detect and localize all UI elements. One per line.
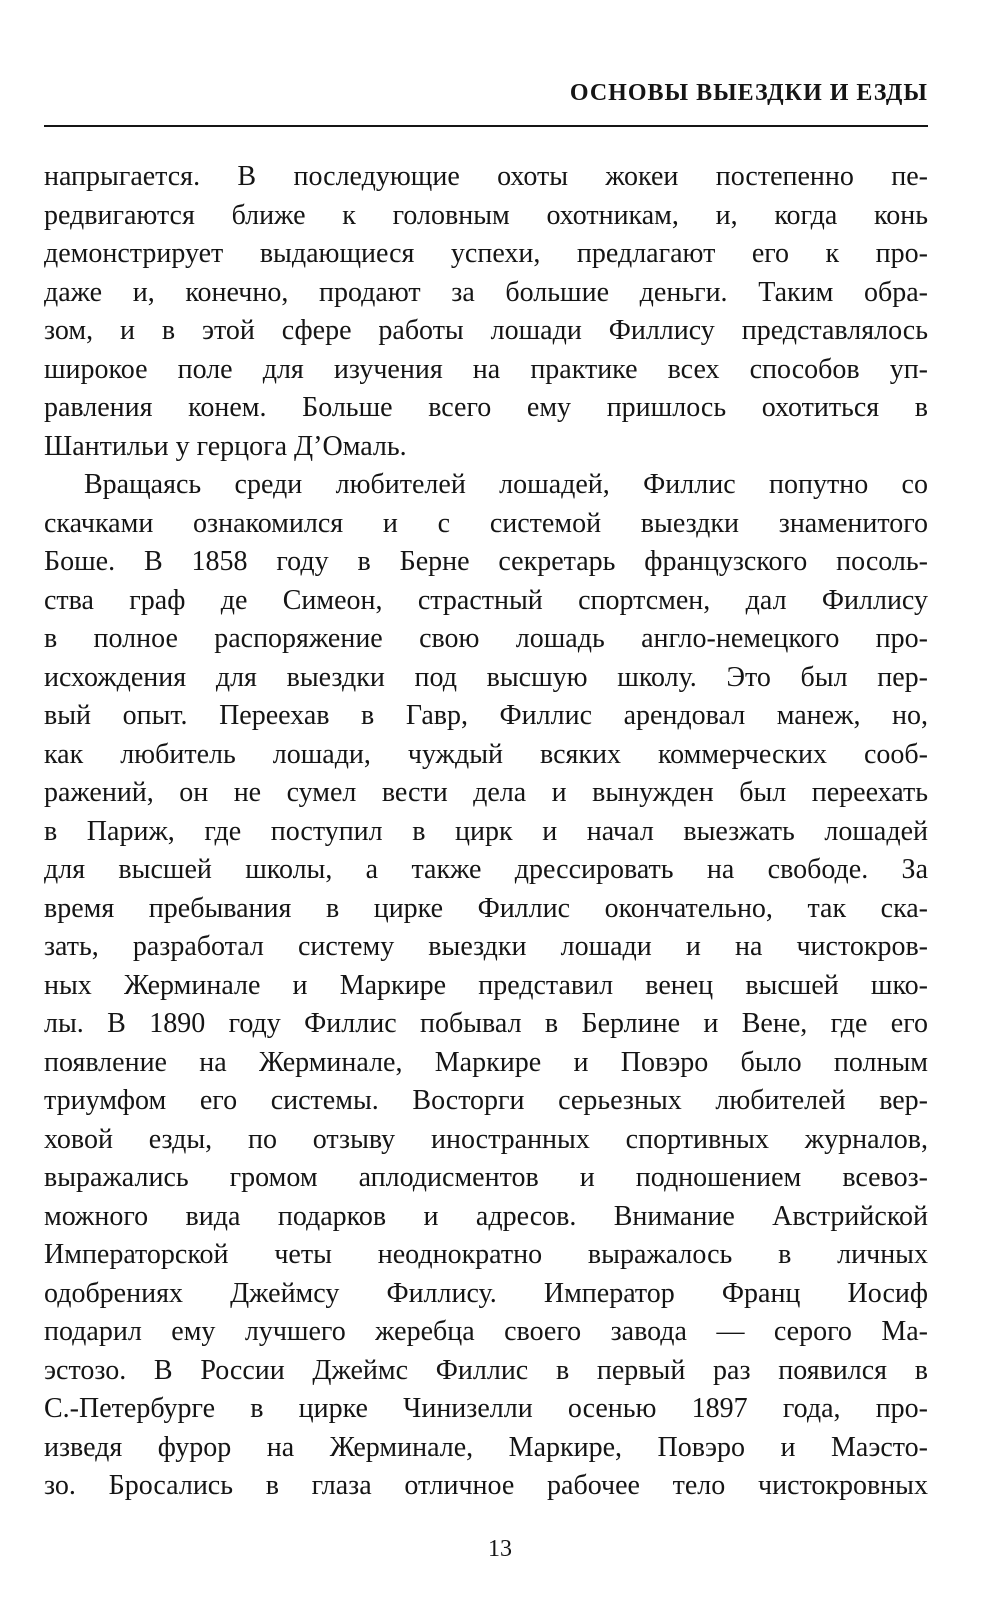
text-line: для высшей школы, а также дрессировать на свободе. За <box>44 854 928 885</box>
text-line: исхождения для выездки под высшую школу. Это был пер- <box>44 661 928 693</box>
text-line: в полное распоряжение свою лошадь англо-немецкого про- <box>44 623 928 654</box>
text-line: зом, и в этой сфере работы лошади Филлису представлялось <box>44 315 928 346</box>
text-line: зать, разработал систему выездки лошади и на чистокров- <box>44 931 928 962</box>
text-line: время пребывания в цирке Филлис окончательно, так ска- <box>44 892 928 924</box>
text-line: широкое поле для изучения на практике всех способов уп- <box>44 353 928 385</box>
text-line: Шантильи у герцога Д’Омаль. <box>44 430 407 462</box>
text-line: выражались громом аплодисментов и подношением всевоз- <box>44 1162 928 1193</box>
text-line: ства граф де Симеон, страстный спортсмен, дал Филлису <box>44 584 928 616</box>
text-line: скачками ознакомился и с системой выездки знаменитого <box>44 507 928 539</box>
text-line: подарил ему лучшего жеребца своего завода — серого Ма- <box>44 1316 928 1347</box>
text-line: напрыгается. В последующие охоты жокеи постепенно пе- <box>44 161 928 192</box>
text-line: появление на Жерминале, Маркире и Повэро было полным <box>44 1046 928 1078</box>
text-line: лы. В 1890 году Филлис побывал в Берлине и Вене, где его <box>44 1008 928 1039</box>
paragraph-2 <box>44 466 928 1506</box>
text-line: С.-Петербурге в цирке Чинизелли осенью 1897 года, про- <box>44 1393 928 1424</box>
text-line: ховой езды, по отзыву иностранных спортивных журналов, <box>44 1123 928 1155</box>
text-line: эстозо. В России Джеймс Филлис в первый раз появился в <box>44 1354 928 1386</box>
header-rule <box>44 125 928 127</box>
page-number: 13 <box>488 1536 512 1562</box>
text-line: Императорской четы неоднократно выражалось в личных <box>44 1239 928 1270</box>
text-line: Боше. В 1858 году в Берне секретарь французского посоль- <box>44 546 928 577</box>
text-line: Вращаясь среди любителей лошадей, Филлис попутно со <box>84 469 928 500</box>
text-line: демонстрирует выдающиеся успехи, предлагают его к про- <box>44 238 928 269</box>
text-line: одобрениях Джеймсу Филлису. Император Франц Иосиф <box>44 1277 928 1309</box>
running-title: ОСНОВЫ ВЫЕЗДКИ И ЕЗДЫ <box>569 80 928 106</box>
text-line: вый опыт. Переехав в Гавр, Филлис арендовал манеж, но, <box>44 700 928 731</box>
text-line: ных Жерминале и Маркире представил венец высшей шко- <box>44 969 928 1001</box>
paragraph-1 <box>44 158 928 466</box>
text-line: как любитель лошади, чуждый всяких коммерческих сооб- <box>44 738 928 770</box>
text-line: ражений, он не сумел вести дела и вынужден был переехать <box>44 777 928 808</box>
text-line: изведя фурор на Жерминале, Маркире, Повэро и Маэсто- <box>44 1431 928 1463</box>
text-line: можного вида подарков и адресов. Внимание Австрийской <box>44 1200 928 1232</box>
text-line: даже и, конечно, продают за большие деньги. Таким обра- <box>44 276 928 308</box>
text-line: триумфом его системы. Восторги серьезных любителей вер- <box>44 1085 928 1116</box>
text-line: редвигаются ближе к головным охотникам, и, когда конь <box>44 199 928 231</box>
text-line: равления конем. Больше всего ему пришлось охотиться в <box>44 392 928 423</box>
body-text <box>44 158 928 1506</box>
text-line: зо. Бросались в глаза отличное рабочее тело чистокровных <box>44 1470 928 1501</box>
text-line: в Париж, где поступил в цирк и начал выезжать лошадей <box>44 815 928 847</box>
